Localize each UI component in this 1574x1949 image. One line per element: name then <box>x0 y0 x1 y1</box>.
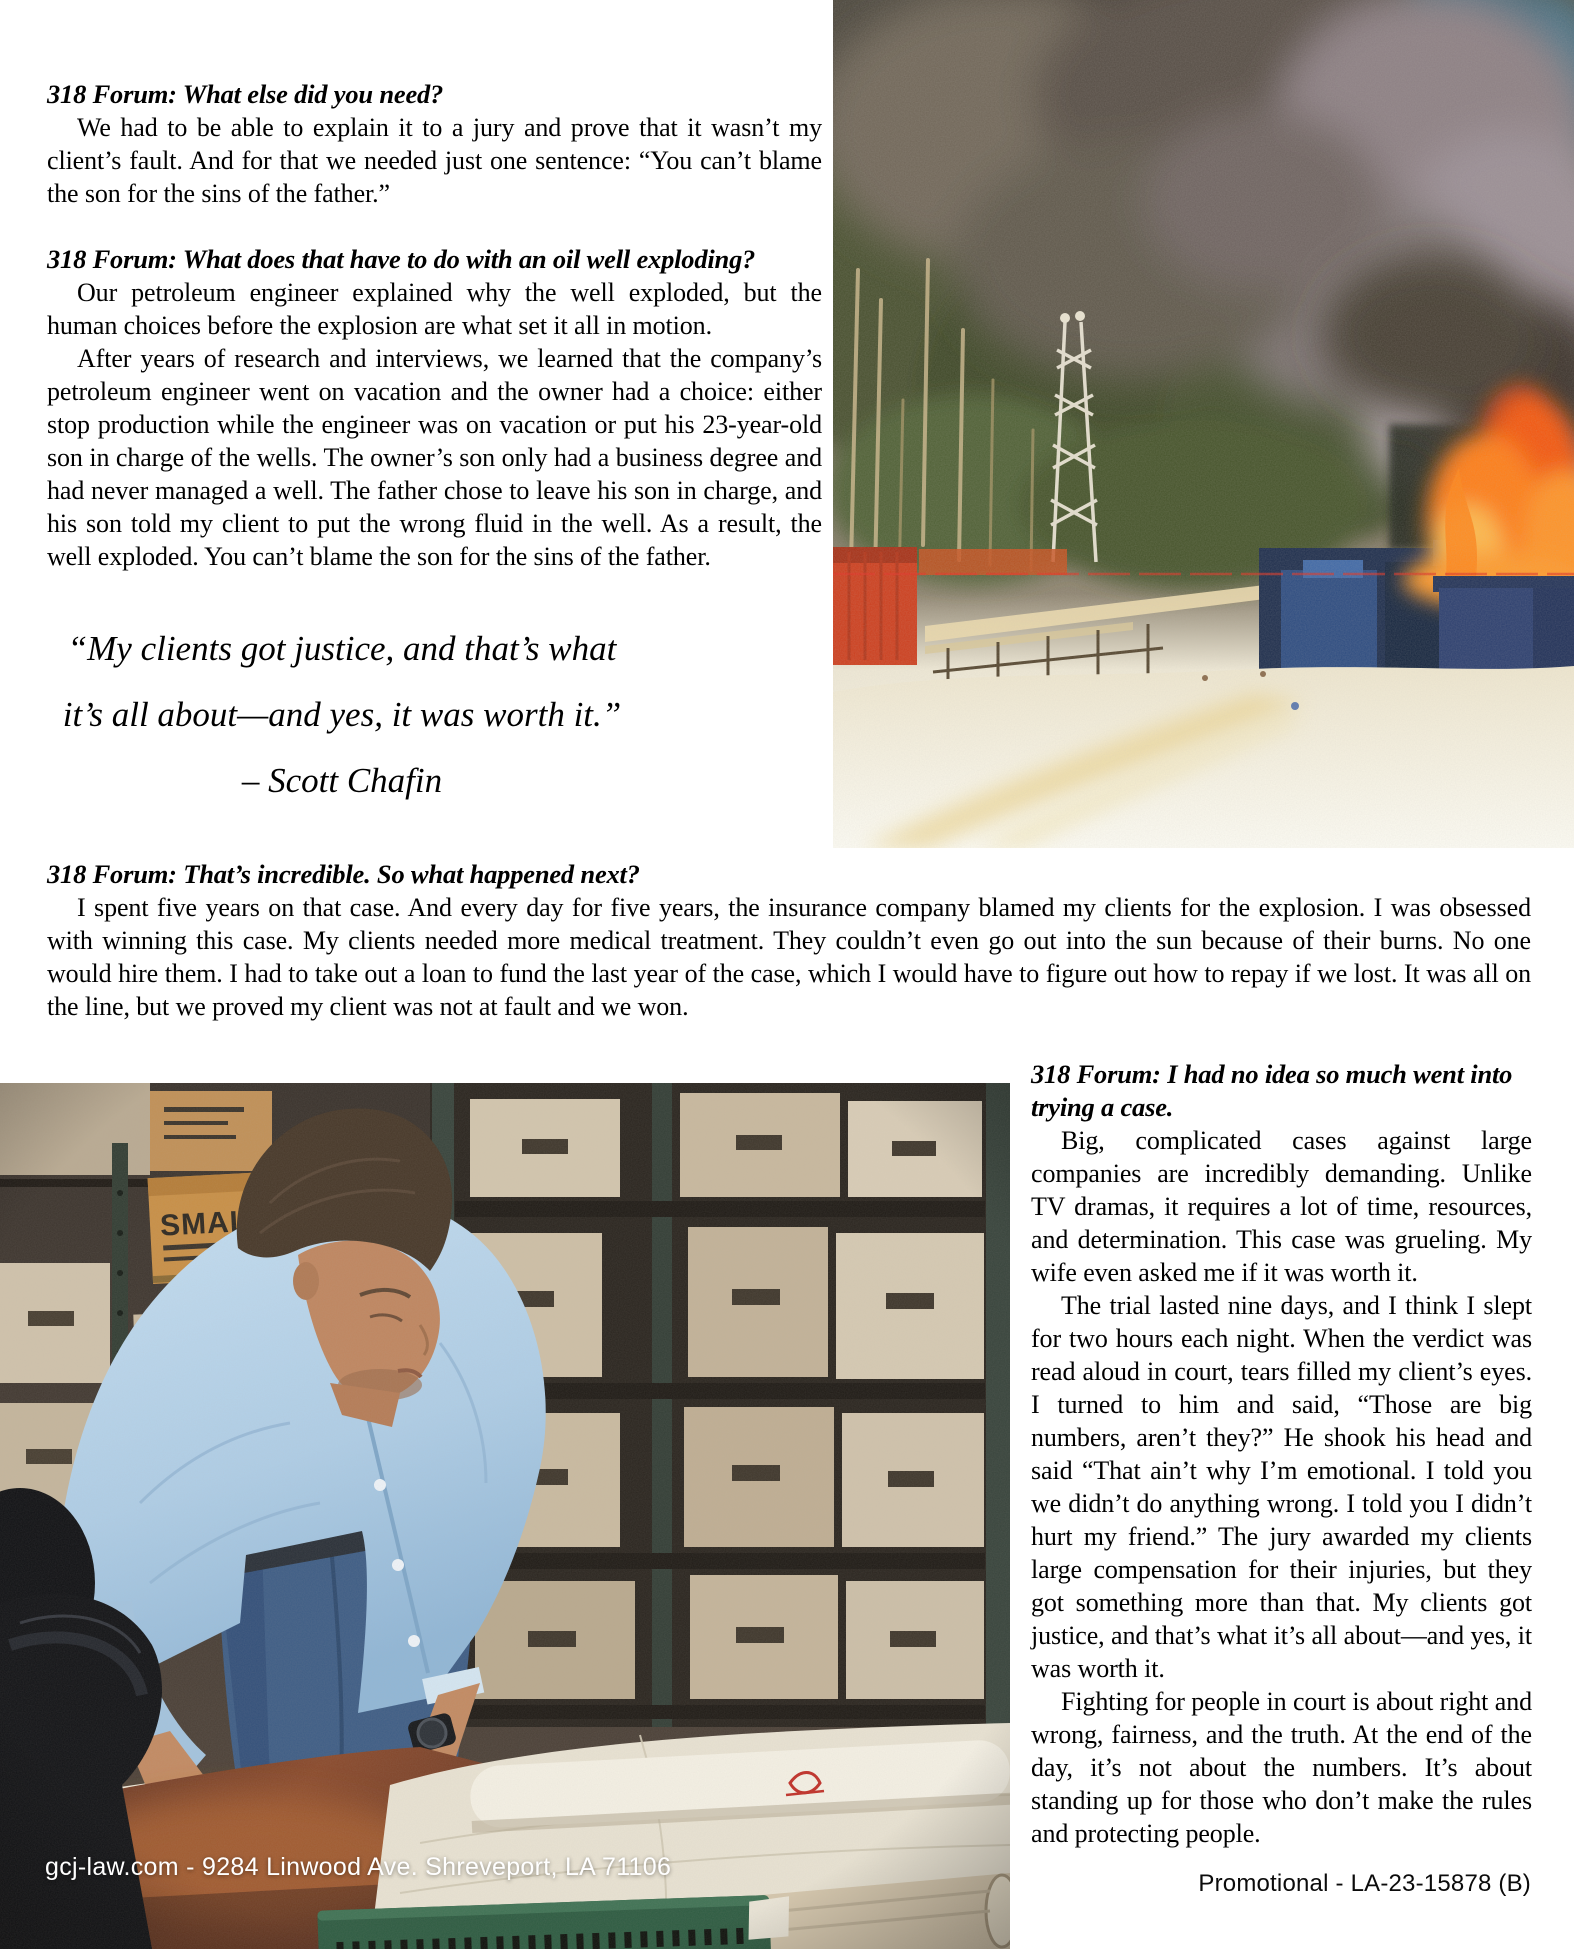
qa3-question: 318 Forum: That’s incredible. So what happened next? <box>47 859 640 889</box>
promo-code: Promotional - LA-23-15878 (B) <box>1198 1870 1531 1897</box>
qa4-question: 318 Forum: I had no idea so much went into trying a case. <box>1031 1059 1513 1122</box>
middle-text-section <box>47 858 1531 1023</box>
qa-block-1 <box>47 78 822 210</box>
pull-quote-attribution: – Scott Chafin <box>241 761 443 800</box>
film-grain <box>0 1083 1010 1949</box>
qa1-answer: We had to be able to explain it to a jury and prove that it wasn’t my client’s fault. And for that we needed just one sentence: “You can’t blame the son for the sins of the father.” <box>47 113 822 208</box>
qa1-question: 318 Forum: What else did you need? <box>47 79 444 109</box>
qa-block-4 <box>1031 1058 1532 1850</box>
qa3-answer: I spent five years on that case. And every day for five years, the insurance company blamed my clients for the explosion. I was obsessed with winning this case. My clients needed more medical treatment. They couldn’t even go out into the sun because of their burns. No one would hire them. I had to take out a loan to fund the last year of the case, which I would have to figure out how to repay if we lost. It was all on the line, but we proved my client was not at fault and we won. <box>47 893 1531 1021</box>
oil-well-fire-photo <box>833 0 1574 848</box>
qa-block-2 <box>47 243 822 573</box>
pull-quote <box>40 616 644 814</box>
qa2-answer-p1: Our petroleum engineer explained why the well exploded, but the human choices before the explosion are what set it all in motion. <box>47 278 822 340</box>
attorney-at-desk-photo <box>0 1083 1010 1949</box>
left-text-column <box>47 78 822 573</box>
qa4-answer-p2: The trial lasted nine days, and I think I slept for two hours each night. When the verdict was read aloud in court, tears filled my client’s eyes. I turned to him and said, “Those are big numbers, aren’t they?” He shook his head and said “That ain’t why I’m emotional. I told you we didn’t do anything wrong. I told you I didn’t hurt my friend.” The jury awarded my clients large compensation for their injuries, but they got something more than that. My clients got justice, and that’s what it’s all about—and yes, it was worth it. <box>1031 1291 1532 1683</box>
right-text-column <box>1031 1058 1532 1850</box>
pull-quote-line-1: “My clients got justice, and that’s what <box>67 629 617 668</box>
qa2-question: 318 Forum: What does that have to do with an oil well exploding? <box>47 244 756 274</box>
oil-well-fire-illustration <box>833 0 1574 848</box>
pull-quote-line-2: it’s all about—and yes, it was worth it.” <box>62 695 622 734</box>
qa4-answer-p1: Big, complicated cases against large companies are incredibly demanding. Unlike TV dramas, it requires a lot of time, resources, and determination. This case was grueling. My wife even asked me if it was worth it. <box>1031 1126 1532 1287</box>
qa4-answer-p3: Fighting for people in court is about right and wrong, fairness, and the truth. At the end of the day, it’s not about the numbers. It’s about standing up for those who don’t make the rules and protecting people. <box>1031 1687 1532 1848</box>
qa2-answer-p2: After years of research and interviews, we learned that the company’s petroleum engineer went on vacation and the owner had a choice: either stop production while the engineer was on vacation or put his 23-year-old son in charge of the wells. The owner’s son only had a business degree and had never managed a well. The father chose to leave his son in charge, and his son told my client to put the wrong fluid in the well. As a result, the well exploded. You can’t blame the son for the sins of the father. <box>47 344 822 571</box>
qa-block-3 <box>47 858 1531 1023</box>
film-grain <box>833 0 1574 848</box>
photo-caption-address: gcj-law.com - 9284 Linwood Ave. Shreveport, LA 71106 <box>45 1853 672 1881</box>
attorney-at-desk-illustration <box>0 1083 1010 1949</box>
